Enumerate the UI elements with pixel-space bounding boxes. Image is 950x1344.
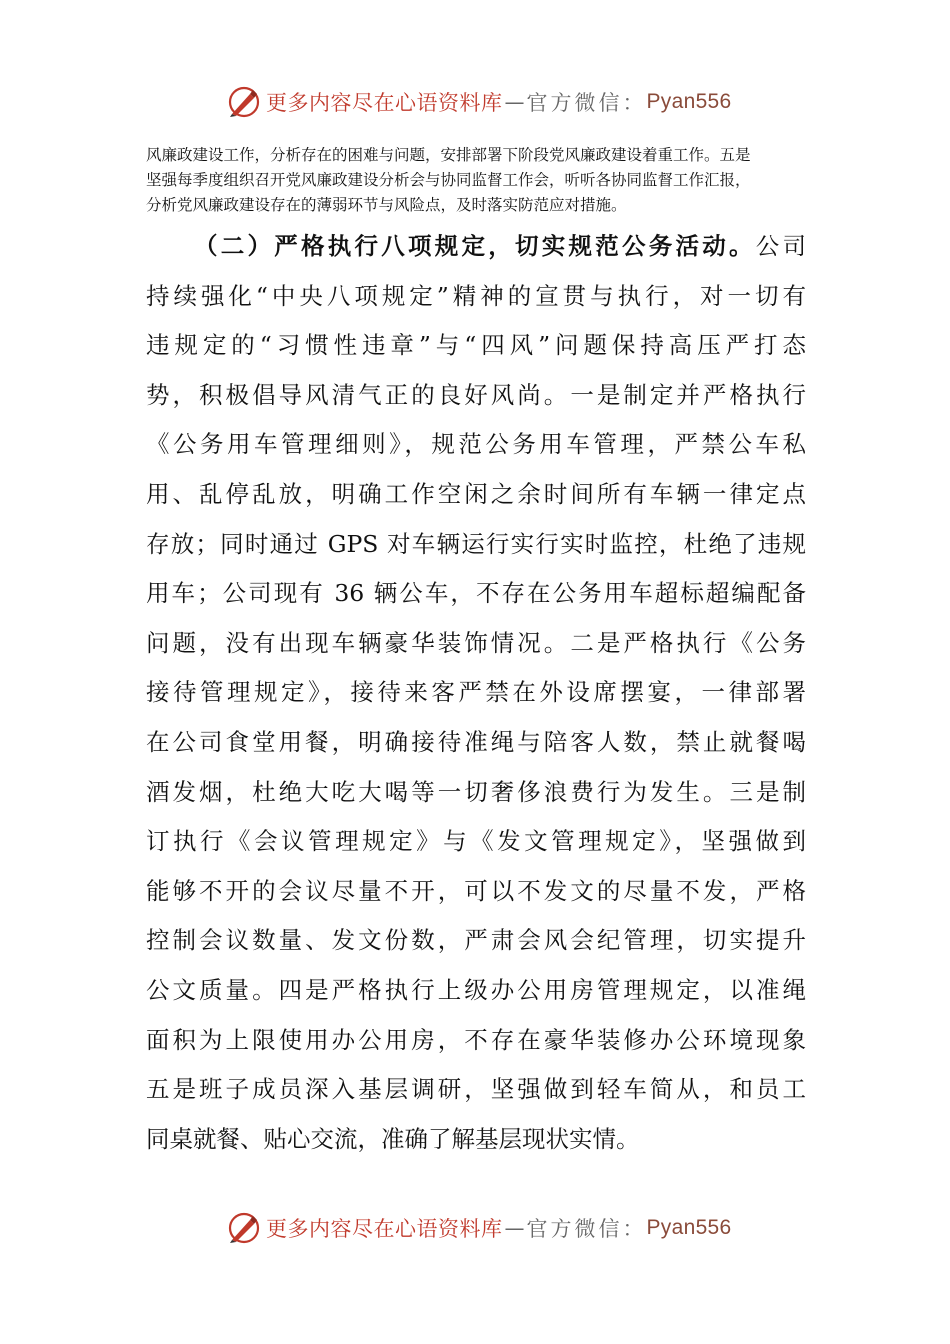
text-line: 同桌就餐、贴心交流，准确了解基层现状实情。: [146, 1124, 640, 1153]
text-line: 控制会议数量、发文份数，严肃会风会纪管理，切实提升: [146, 926, 806, 955]
banner-text: 更多内容尽在心语资料库: [266, 91, 503, 115]
text-line: 势，积极倡导风清气正的良好风尚。一是制定并严格执行: [146, 380, 806, 409]
text-line: 在公司食堂用餐，明确接待准绳与陪客人数，禁止就餐喝: [146, 727, 806, 756]
header-banner: [226, 82, 746, 122]
text-line: [146, 222, 806, 272]
banner-text: 更多内容尽在心语资料库: [266, 1217, 503, 1241]
text-line: 问题，没有出现车辆豪华装饰情况。二是严格执行《公务: [146, 628, 806, 657]
text-line: 能够不开的会议尽量不开，可以不发文的尽量不发，严格: [146, 876, 806, 905]
pen-circle-logo-icon: [226, 84, 262, 120]
banner-label: 官方微信：: [526, 91, 647, 115]
text-line: 风廉政建设工作，分析存在的困难与问题，安排部署下阶段党风廉政建设着重工作。五是: [146, 146, 751, 164]
body-paragraph: [146, 222, 806, 1164]
text-line: 违规定的“习惯性违章”与“四风”问题保持高压严打态: [146, 331, 806, 360]
text-line: 存放；同时通过 GPS 对车辆运行实行实时监控，杜绝了违规: [146, 529, 806, 558]
text-line: 用车；公司现有 36 辆公车，不存在公务用车超标超编配备: [146, 579, 806, 608]
text-line: 坚强每季度组织召开党风廉政建设分析会与协同监督工作会，听听各协同监督工作汇报，: [146, 171, 751, 189]
text-run: 公司: [755, 232, 806, 260]
text-line: 用、乱停乱放，明确工作空闲之余时间所有车辆一律定点: [146, 479, 806, 508]
footer-banner: [226, 1208, 746, 1248]
text-line: 接待管理规定》，接待来客严禁在外设席摆宴，一律部署: [146, 678, 806, 707]
banner-label: 官方微信：: [526, 1217, 647, 1241]
section-heading: （二）严格执行八项规定，切实规范公务活动。: [194, 232, 756, 260]
continuation-paragraph: [146, 143, 806, 218]
pen-circle-logo-icon: [226, 1210, 262, 1246]
banner-separator: —: [504, 90, 525, 114]
text-line: 分析党风廉政建设存在的薄弱环节与风险点，及时落实防范应对措施。: [146, 196, 627, 214]
text-line: 公文质量。四是严格执行上级办公用房管理规定，以准绳: [146, 975, 806, 1004]
banner-wechat-id: Pyan556: [646, 1216, 732, 1239]
text-line: 《公务用车管理细则》，规范公务用车管理，严禁公车私: [146, 430, 806, 459]
text-line: 订执行《会议管理规定》与《发文管理规定》，坚强做到: [146, 827, 806, 856]
banner-separator: —: [504, 1216, 525, 1240]
banner-wechat-id: Pyan556: [646, 90, 732, 113]
text-line: 五是班子成员深入基层调研，坚强做到轻车简从，和员工: [146, 1075, 806, 1104]
text-line: 面积为上限使用办公用房，不存在豪华装修办公环境现象: [146, 1025, 806, 1054]
text-line: 持续强化“中央八项规定”精神的宣贯与执行，对一切有: [146, 281, 806, 310]
text-line: 酒发烟，杜绝大吃大喝等一切奢侈浪费行为发生。三是制: [146, 777, 806, 806]
